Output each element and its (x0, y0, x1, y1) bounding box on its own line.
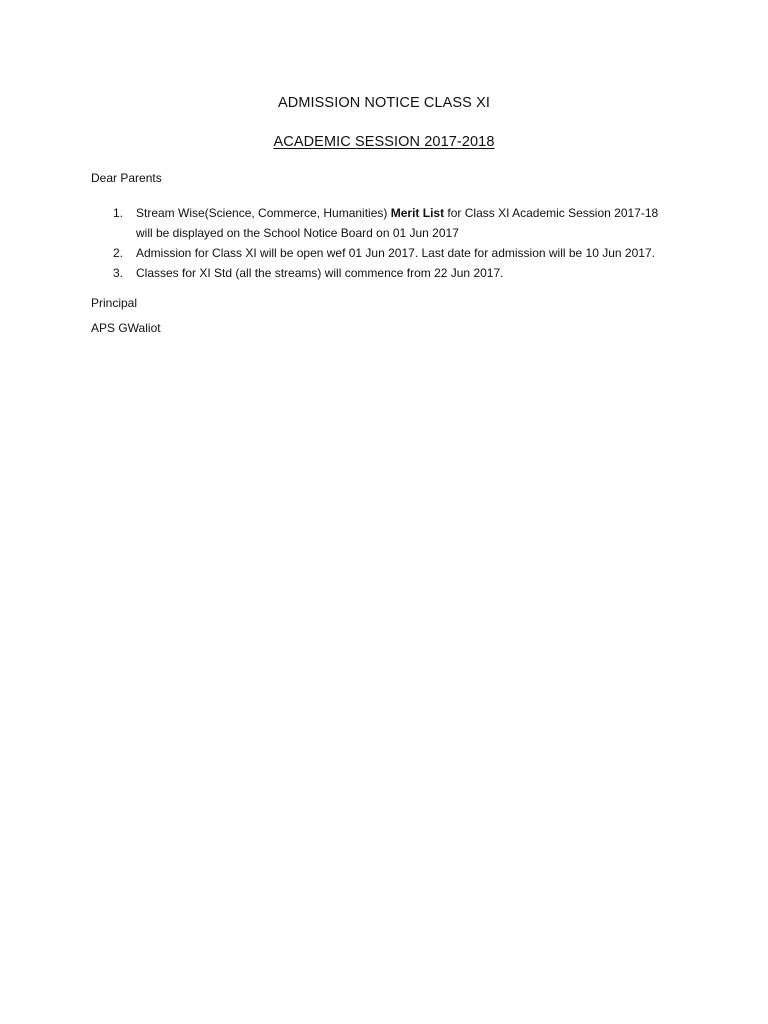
salutation: Dear Parents (91, 171, 162, 185)
list-item-text: Classes for XI Std (all the streams) will commence from 22 Jun 2017. (136, 266, 504, 280)
list-item-number: 2. (113, 246, 124, 260)
signature-title: Principal (91, 296, 138, 310)
list-item-number: 3. (113, 266, 124, 280)
session-subtitle (0, 134, 768, 150)
list-item-text-after: for Class XI Academic Session 2017-18 (444, 206, 659, 220)
signature-org: APS GWaliot (91, 321, 161, 335)
session-subtitle-text: ACADEMIC SESSION 2017-2018 (273, 134, 495, 150)
notice-title (0, 95, 768, 111)
list-item-number: 1. (113, 206, 124, 220)
list-item-text: Admission for Class XI will be open wef 01 Jun 2017. Last date for admission will be 10 Jun 2017. (136, 246, 655, 260)
list-item (91, 203, 731, 243)
list-item-text-before: Stream Wise(Science, Commerce, Humanities) (136, 206, 391, 220)
merit-list-emphasis: Merit List (390, 206, 445, 220)
list-item (91, 263, 731, 283)
notice-list (91, 203, 731, 283)
list-item (91, 243, 731, 263)
notice-title-text: ADMISSION NOTICE CLASS XI (278, 95, 490, 111)
list-item-continuation: will be displayed on the School Notice Board on 01 Jun 2017 (136, 226, 459, 240)
